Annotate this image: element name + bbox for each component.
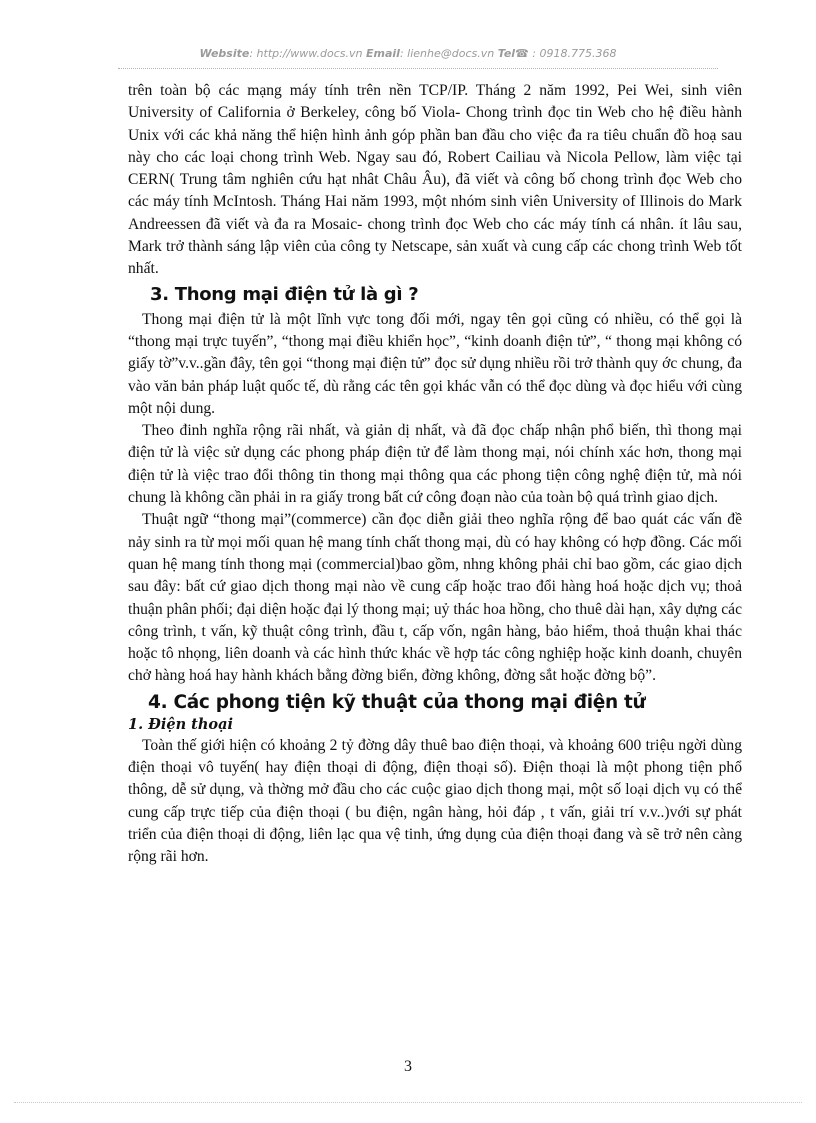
tel-value: ☎ : 0918.775.368 <box>515 47 617 60</box>
section-heading-4: 4. Các phong tiện kỹ thuật của thong mại điện tử <box>148 691 646 713</box>
page-number: 3 <box>404 1058 412 1075</box>
paragraph-names: Thong mại điện tử là một lĩnh vực tong đối mới, ngay tên gọi cũng có nhiều, có thể gọi là “thong mại trực tuyến”, “thong mại điều khiển học”, “kinh doanh điện tử”, “ thong mại không có giấy tờ”v.v..gần đây, tên gọi “thong mại điện tử” đọc sử dụng nhiều rồi trở thành quy ớc chung, đa vào văn bản pháp luật quốc tế, dù rằng các tên gọi khác vẫn có thể đọc dùng và đọc hiểu với cùng một nội dung. <box>128 310 742 417</box>
email-value: : lienhe@docs.vn <box>399 47 495 60</box>
page-content <box>128 80 742 869</box>
tel-label: Tel <box>497 47 516 60</box>
paragraph-phone: Toàn thế giới hiện có khoảng 2 tỷ đờng dây thuê bao điện thoại, và khoảng 600 triệu ngời dùng điện thoại vô tuyến( hay điện thoại di động, điện thoại số). Điện thoại là một phong tiện phổ thông, dễ sử dụng, và thờng mở đầu cho các cuộc giao dịch thong mại, một số loại dịch vụ có thể cung cấp trực tiếp của điện thoại ( bu điện, ngân hàng, hỏi đáp , t vấn, giải trí v.v..)với sự phát triển của điện thoại di động, liên lạc qua vệ tinh, ứng dụng của điện thoại đang và sẽ trở nên càng rộng rãi hơn. <box>128 736 742 866</box>
section-heading-3: 3. Thong mại điện tử là gì ? <box>150 283 419 305</box>
footer-divider <box>14 1102 802 1103</box>
email-label: Email <box>366 47 400 60</box>
subsection-heading-phone: 1. Điện thoại <box>128 715 233 733</box>
page-header <box>0 47 816 60</box>
paragraph-intro: trên toàn bộ các mạng máy tính trên nền TCP/IP. Tháng 2 năm 1992, Pei Wei, sinh viên University of California ở Berkeley, công bố Viola- Chong trình đọc tin Web cho hệ điều hành Unix với các khả năng thể hiện hình ảnh góp phần ban đầu cho việc đa ra tiêu chuẩn đồ hoạ sau này cho các loại chong trình Web. Ngay sau đó, Robert Cailiau và Nicola Pellow, làm việc tại CERN( Trung tâm nghiên cứu hạt nhât Châu Âu), đã viết và công bố chong trình đọc Web cho các máy tính McIntosh. Tháng Hai năm 1993, một nhóm sinh viên University of Illinois do Mark Andreessen đã viết và đa ra Mosaic- chong trình đọc Web cho các máy tính cá nhân. ít lâu sau, Mark trở thành sáng lập viên của công ty Netscape, sản xuất và cung cấp các chong trình Web tốt nhất. <box>128 82 742 278</box>
website-value: : http://www.docs.vn <box>249 47 363 60</box>
paragraph-definition: Theo đinh nghĩa rộng rãi nhất, và giản dị nhất, và đã đọc chấp nhận phổ biến, thì thong mại điện tử là việc sử dụng các phong pháp điện tử để làm thong mại, nói chính xác hơn, thong mại điện tử là việc trao đổi thông tin thong mại thông qua các phong tiện công nghệ điện tử, mà nói chung là không cần phải in ra giấy trong bất cứ công đoạn nào của toàn bộ quá trình giao dịch. <box>128 422 742 507</box>
paragraph-commerce-term: Thuật ngữ “thong mại”(commerce) cần đọc diễn giải theo nghĩa rộng để bao quát các vấn đề nảy sinh ra từ mọi mối quan hệ mang tính chất thong mại, dù có hay không có hợp đồng. Các mối quan hệ mang tính thong mại (commercial)bao gồm, nhng không phải chỉ bao gồm, các giao dịch sau đây: bất cứ giao dịch thong mại nào về cung cấp hoặc trao đổi hàng hoá hoặc dịch vụ; thoả thuận phân phối; đại diện hoặc đại lý thong mại; uỷ thác hoa hồng, cho thuê dài hạn, xây dựng các công trình, t vấn, kỹ thuật công trình, đầu t, cấp vốn, ngân hàng, bảo hiểm, thoả thuận khai thác hoặc tô nhọng, liên doanh và các hình thức khác về hợp tác công nghiệp hoặc kinh doanh, chuyên chở hàng hoá hay hành khách bằng đờng biển, đờng không, đờng sắt hoặc đờng bộ”. <box>128 511 742 685</box>
header-divider <box>118 68 718 69</box>
website-label: Website <box>199 47 250 60</box>
